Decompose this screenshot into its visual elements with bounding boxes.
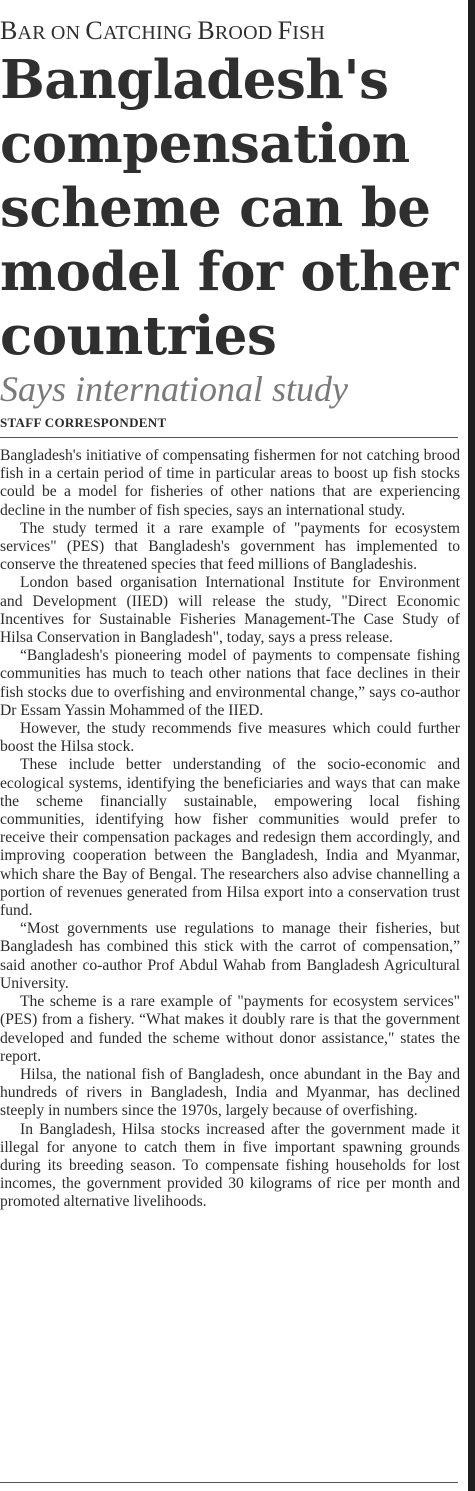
headline-line: scheme can be [0,177,431,239]
kicker-smallcaps: ROOD [214,22,278,44]
headline-line: Bangladesh's [0,49,389,111]
kicker-smallcaps: ISH [292,22,326,44]
kicker-initial: B [0,16,18,45]
body-paragraph: Bangladesh's initiative of compensating fishermen for not catching brood fish in a certain period of time in particular areas to boost up fish stocks could be a model for fisheries of other nations that are experiencing decline in the number of fish species, says an international study. [0,447,460,519]
kicker [0,16,462,48]
body-paragraph: In Bangladesh, Hilsa stocks increased after the government made it illegal for anyone to catch them in five important spawning grounds during its breeding season. To compensate fishing households for lost incomes, the government provided 30 kilograms of rice per month and promoted alternative livelihoods. [0,1120,460,1211]
bottom-divider [0,1482,458,1483]
subhead: Says international study [0,369,348,409]
body-paragraph: Hilsa, the national fish of Bangladesh, once abundant in the Bay and hundreds of rivers in Bangladesh, India and Myanmar, has declined steeply in numbers since the 1970s, largely because of overfishing. [0,1065,460,1120]
kicker-smallcaps: ATCHING [102,22,198,44]
body-paragraph: The study termed it a rare example of "payments for ecosystem services" (PES) that Bangladesh's government has implemented to conserve the threatened species that feed millions of Bangladeshis. [0,519,460,574]
byline: STAFF CORRESPONDENT [0,415,167,430]
headline-line: compensation [0,113,410,175]
headline [0,48,462,368]
body-paragraph: “Bangladesh's pioneering model of payments to compensate fishing communities has much to teach other nations that face declines in their fish stocks due to overfishing and environmental change,” says co-author Dr Essam Yassin Mohammed of the IIED. [0,647,460,719]
kicker-initial: C [85,16,103,45]
byline-divider [0,437,458,438]
body-paragraph: “Most governments use regulations to manage their fisheries, but Bangladesh has combined this stick with the carrot of compensation,” said another co-author Prof Abdul Wahab from Bangladesh Agricultural University. [0,920,460,992]
body-paragraph: London based organisation International Institute for Environment and Development (IIED) will release the study, "Direct Economic Incentives for Sustainable Fisheries Management-The Case Study of Hilsa Conservation in Bangladesh", today, says a press release. [0,574,460,647]
article-body [0,447,460,1212]
right-column-rule [468,0,475,1491]
body-paragraph: However, the study recommends five measures which could further boost the Hilsa stock. [0,720,460,756]
headline-line: countries [0,305,277,367]
body-paragraph: The scheme is a rare example of "payments for ecosystem services" (PES) from a fishery. “What makes it doubly rare is that the government developed and funded the scheme without donor assistance," states the report. [0,993,460,1065]
body-paragraph: These include better understanding of the socio-economic and ecological systems, identifying the beneficiaries and ways that can make the scheme financially sustainable, empowering local fishing communities, identifying how fisher communities would prefer to receive their compensation packages and redesign them accordingly, and improving cooperation between the Bangladesh, India and Myanmar, which share the Bay of Bengal. The researchers also advise channelling a portion of revenues generated from Hilsa export into a conservation trust fund. [0,756,460,920]
kicker-smallcaps: AR ON [17,22,86,44]
headline-line: model for other [0,241,458,303]
kicker-initial: F [277,16,293,45]
kicker-initial: B [197,16,215,45]
